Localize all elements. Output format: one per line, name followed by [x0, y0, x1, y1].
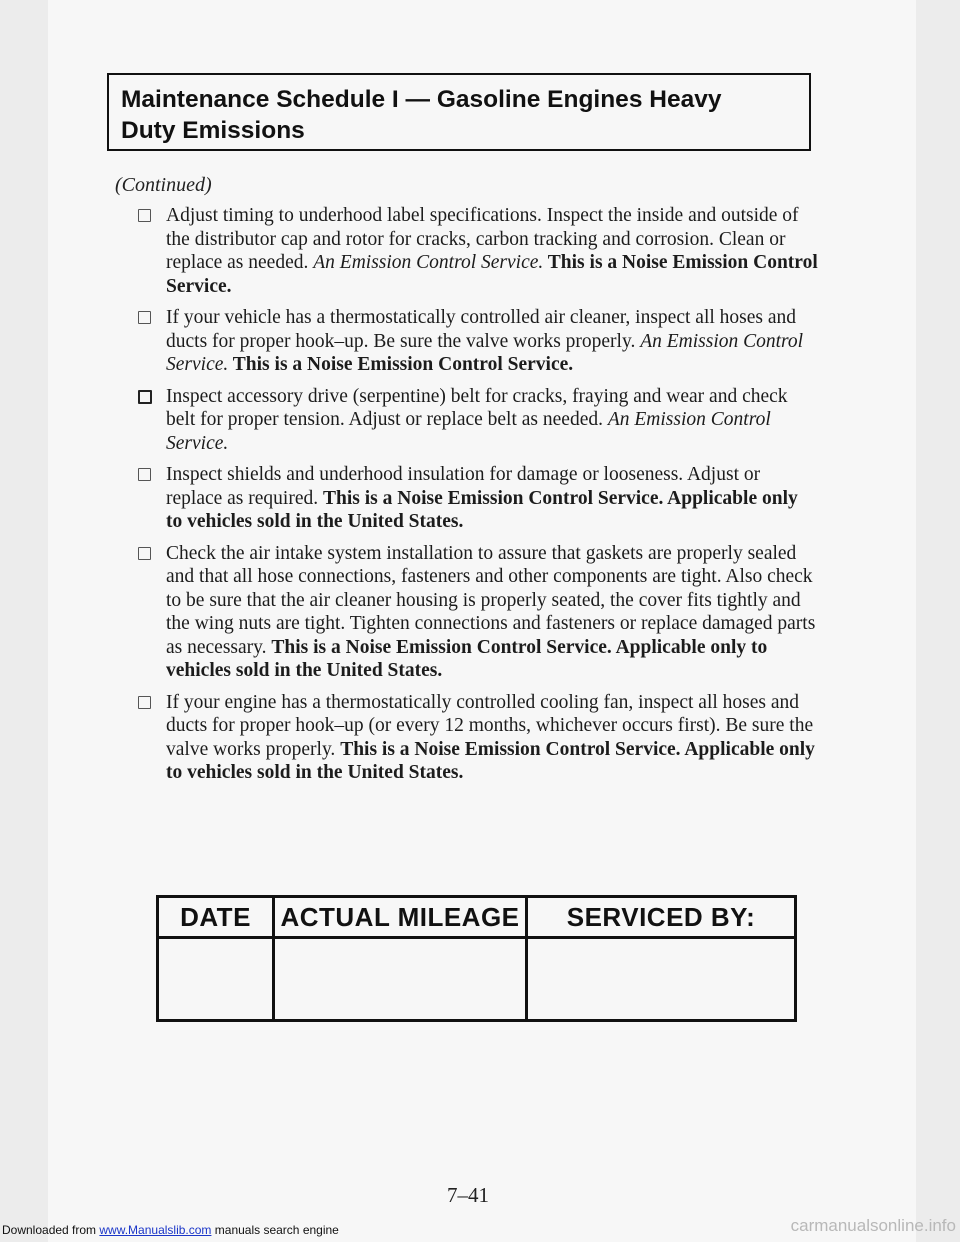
checklist-item	[138, 204, 818, 298]
checkbox-icon	[138, 468, 151, 481]
checklist-item	[138, 463, 818, 534]
item-italic: An Emission Control Service.	[166, 409, 771, 454]
checklist-item	[138, 691, 818, 785]
serviced-by-cell	[527, 938, 796, 1021]
checkbox-icon	[138, 547, 151, 560]
continued-label: (Continued)	[115, 174, 212, 196]
table-row	[158, 938, 796, 1021]
item-italic: An Emission Control Service.	[313, 252, 544, 273]
item-text: Adjust timing to underhood label specifications. Inspect the inside and outside of the distributor cap and rotor for cracks, carbon tracking and corrosion. Clean or replace as needed.	[166, 205, 799, 273]
item-text: If your vehicle has a thermostatically controlled air cleaner, inspect all hoses and ducts for proper hook–up. Be sure the valve works properly.	[166, 307, 797, 352]
section-title-line-2: Duty Emissions	[121, 117, 305, 144]
checkbox-icon	[138, 696, 151, 709]
item-bold: This is a Noise Emission Control Service.	[166, 252, 818, 297]
actual-mileage-cell	[274, 938, 527, 1021]
checklist-item	[138, 542, 818, 683]
item-bold: This is a Noise Emission Control Service. Applicable only to vehicles sold in the United States.	[166, 487, 798, 532]
checklist-item	[138, 306, 818, 377]
item-text: Check the air intake system installation to assure that gaskets are properly sealed and that all hose connections, fasteners and other components are tight. Also check to be sure that the air cleaner housing is properly seated, the cover fits tightly and the wing nuts are tight. Tighten connections and fasteners or replace damaged parts as necessary.	[166, 542, 816, 658]
section-title-line-1: Maintenance Schedule I — Gasoline Engines Heavy	[121, 86, 722, 113]
page-number: 7–41	[447, 1183, 489, 1207]
manualslib-link[interactable]: www.Manualslib.com	[99, 1223, 212, 1237]
watermark-text: carmanualsonline.info	[790, 1216, 956, 1235]
date-cell	[158, 938, 274, 1021]
footer-suffix: manuals search engine	[211, 1223, 339, 1237]
item-bold: This is a Noise Emission Control Service. Applicable only to vehicles sold in the United States.	[166, 738, 815, 783]
item-italic: An Emission Control Service.	[166, 330, 804, 375]
checklist	[138, 204, 818, 793]
table-header-row	[158, 897, 796, 938]
item-bold: This is a Noise Emission Control Service. Applicable only to vehicles sold in the United States.	[166, 636, 768, 681]
checkbox-icon	[138, 390, 152, 404]
checkbox-icon	[138, 311, 151, 324]
service-log-table	[156, 895, 797, 1022]
section-title-box	[107, 73, 811, 151]
item-text: Inspect accessory drive (serpentine) belt for cracks, fraying and wear and check belt for proper tension. Adjust or replace belt as needed.	[166, 385, 788, 430]
checklist-item	[138, 385, 818, 456]
footer-prefix: Downloaded from	[2, 1223, 100, 1237]
date-header: DATE	[158, 897, 274, 938]
actual-mileage-header: ACTUAL MILEAGE	[274, 897, 527, 938]
serviced-by-header: SERVICED BY:	[527, 897, 796, 938]
item-text: If your engine has a thermostatically controlled cooling fan, inspect all hoses and ducts for proper hook–up (or every 12 months, whichever occurs first). Be sure the valve works properly.	[166, 691, 814, 760]
checkbox-icon	[138, 209, 151, 222]
download-footer	[2, 1223, 339, 1237]
item-text: Inspect shields and underhood insulation for damage or looseness. Adjust or replace as required.	[166, 464, 761, 509]
item-bold: This is a Noise Emission Control Service.	[228, 354, 574, 375]
